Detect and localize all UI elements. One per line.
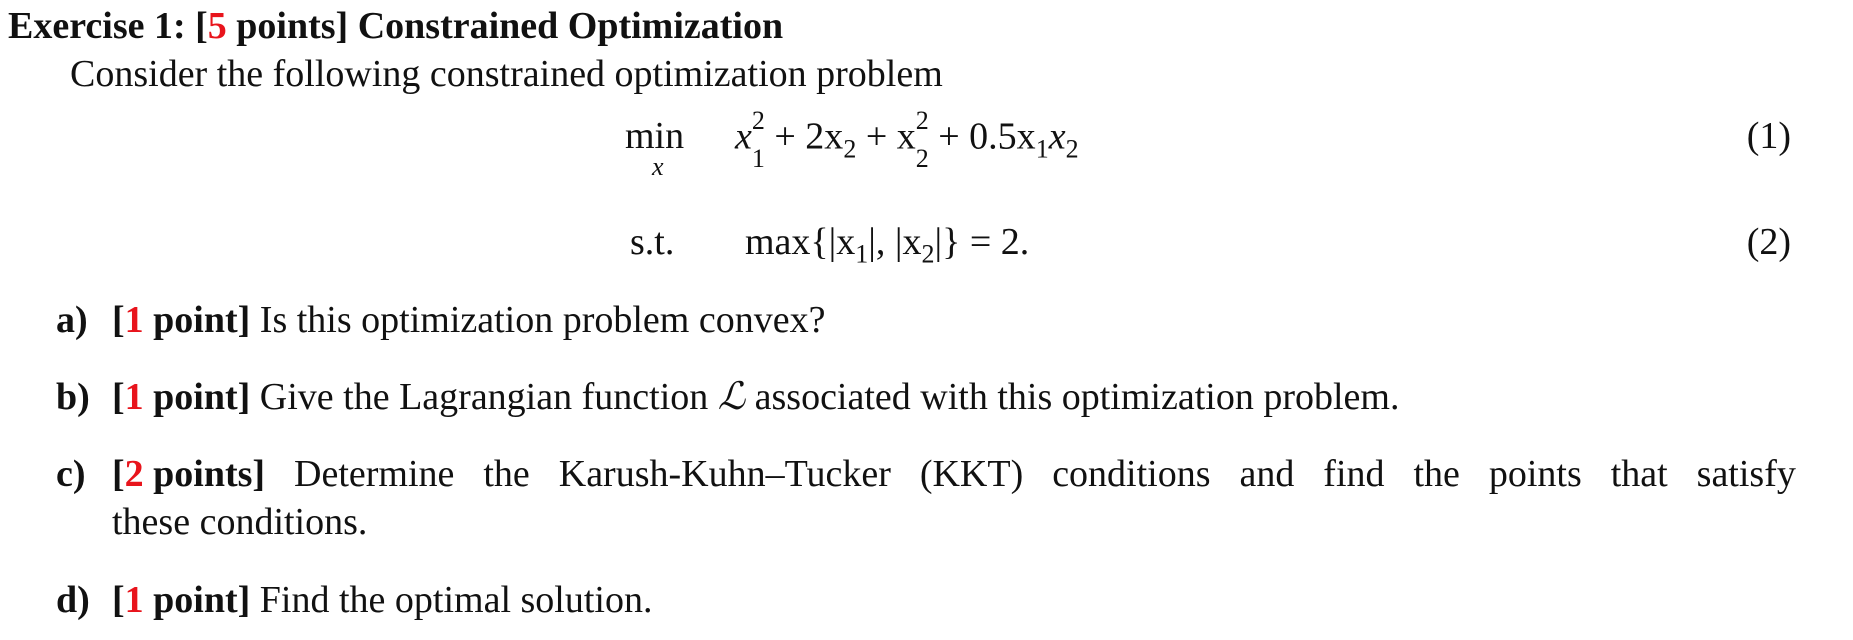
question-b-text-a: Give the Lagrangian function: [250, 376, 718, 418]
question-c-word: satisfy: [1696, 453, 1796, 495]
exercise-title: [8, 4, 783, 48]
sub-1: 1: [751, 144, 765, 173]
sub-2d: 2: [921, 239, 935, 269]
min-operator: min: [625, 115, 685, 157]
question-d-points: [1 point]: [112, 579, 251, 621]
question-a-points: [1 point]: [112, 299, 251, 341]
constraint-part-3: |} = 2.: [934, 221, 1030, 263]
question-b: [56, 374, 1399, 419]
question-d-text: Find the optimal solution.: [250, 579, 653, 621]
question-b-points: [1 point]: [112, 376, 251, 418]
question-a-text: Is this optimization problem convex?: [250, 299, 826, 341]
constraint-label: s.t.: [630, 221, 675, 263]
sub-1d: 1: [855, 239, 869, 269]
constraint-expression: [745, 220, 1029, 270]
lagrangian-symbol: ℒ: [717, 374, 746, 418]
objective-min-label: [625, 114, 685, 181]
constraint-part-1: max{|x: [745, 221, 856, 263]
question-c-word: the: [1413, 453, 1460, 495]
question-b-label: b): [56, 376, 90, 418]
question-b-text-b: associated with this optimization problem.: [745, 376, 1400, 418]
question-c-points: [2 points]: [112, 453, 266, 495]
equation-2: [0, 190, 1853, 269]
question-d: [56, 578, 652, 622]
term-x1: x: [735, 115, 752, 158]
title-suffix: points] Constrained Optimization: [226, 5, 784, 47]
sub-2b: 2: [915, 144, 929, 173]
question-c-word: Karush-Kuhn–Tucker: [558, 453, 891, 495]
intro-text: Consider the following constrained optimization problem: [70, 53, 943, 95]
question-c-line-1: [56, 452, 1796, 496]
exp-2b: 2: [915, 106, 929, 135]
question-a-label: a): [56, 299, 88, 341]
sub-2c: 2: [1065, 134, 1079, 164]
question-c-head: [56, 452, 265, 496]
term-x2: + x: [856, 115, 916, 158]
question-c-word: that: [1610, 453, 1668, 495]
question-c-word: find: [1323, 453, 1385, 495]
sub-2: 2: [843, 134, 857, 164]
term-2x2: + 2x: [764, 115, 844, 158]
equation-number-2: (2): [1746, 221, 1791, 263]
equation-number-1: (1): [1746, 115, 1791, 157]
question-a: [56, 298, 825, 342]
term-cross: + 0.5x: [928, 115, 1036, 158]
min-variable: x: [652, 152, 664, 181]
question-c: [56, 452, 1796, 544]
question-c-word: (KKT): [919, 453, 1024, 495]
question-c-word: Determine: [294, 453, 455, 495]
question-c-word: conditions: [1052, 453, 1211, 495]
question-d-label: d): [56, 579, 90, 621]
question-c-word: and: [1239, 453, 1295, 495]
exp-2: 2: [751, 106, 765, 135]
question-c-line-2: these conditions.: [112, 501, 368, 543]
title-prefix: Exercise 1: [: [8, 5, 208, 47]
question-c-label: c): [56, 453, 86, 495]
constraint-part-2: |, |x: [868, 221, 922, 263]
question-c-word: the: [483, 453, 530, 495]
equation-1: [0, 106, 1853, 181]
question-c-word: points: [1488, 453, 1582, 495]
objective-expression: x 2 1 + $2x_2 + x$ 2 2 + $0.5x_1x_2$: [735, 106, 1079, 173]
sub-1c: 1: [1035, 134, 1049, 164]
title-points: 5: [207, 5, 227, 47]
